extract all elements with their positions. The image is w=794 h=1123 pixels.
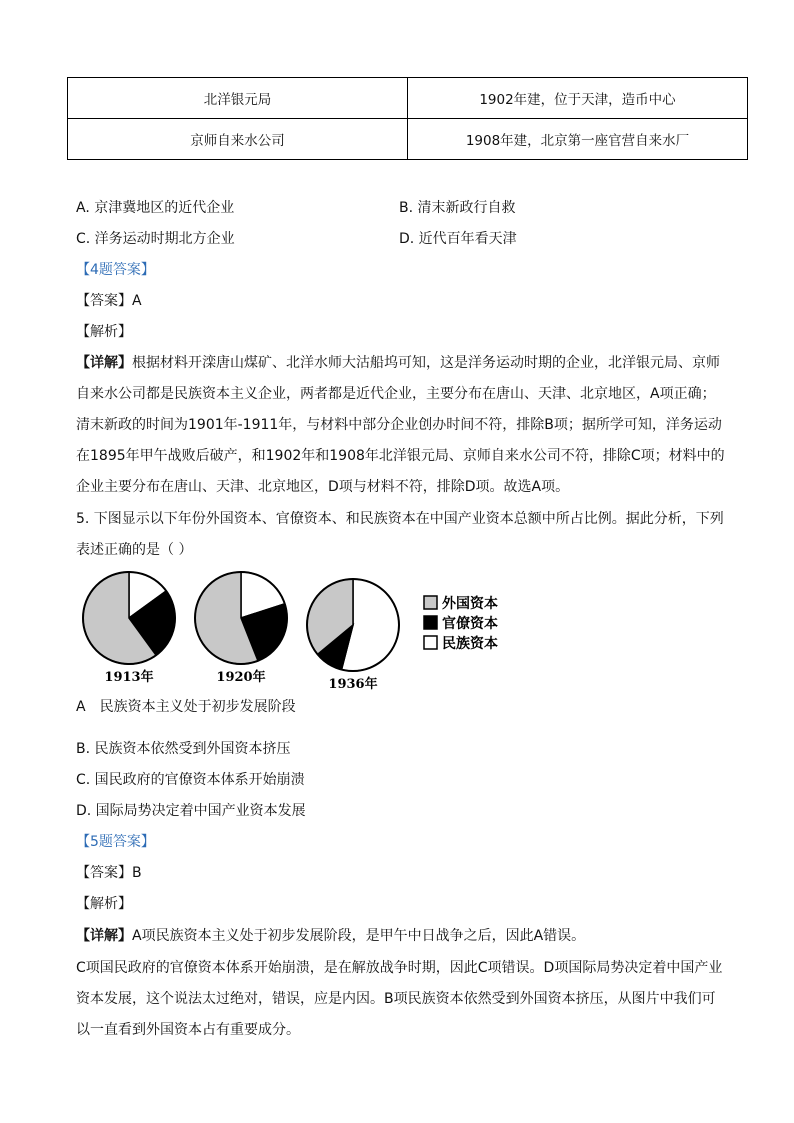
legend-label: 外国资本 <box>442 596 498 612</box>
pie-year-label: 1936年 <box>328 677 378 690</box>
pie-year-label: 1913年 <box>104 670 154 685</box>
table-row <box>68 119 748 160</box>
q5-detail-tag: 【详解】 <box>76 928 132 944</box>
q5-stem: 5. 下图显示以下年份外国资本、官僚资本、和民族资本在中国产业资本总额中所占比例。据此分析，下列表述正确的是（ ） <box>76 511 724 558</box>
q5-option-b: B. 民族资本依然受到外国资本挤压 <box>76 741 291 757</box>
q4-analysis-label: 【解析】 <box>76 324 132 340</box>
table-cell: 北洋银元局 <box>68 78 408 119</box>
capital-pie-chart <box>76 570 526 690</box>
q5-answer-header: 【5题答案】 <box>76 834 155 850</box>
q5-answer: 【答案】B <box>76 865 142 881</box>
table-cell: 1902年建，位于天津，造币中心 <box>408 78 748 119</box>
q5-detail-line-1 <box>76 926 585 946</box>
q5-option-c: C. 国民政府的官僚资本体系开始崩溃 <box>76 772 305 788</box>
legend-label: 官僚资本 <box>442 616 498 632</box>
q4-detail-tag: 【详解】 <box>76 355 132 371</box>
q5-detail-text-2: C项国民政府的官僚资本体系开始崩溃，是在解放战争时期，因此C项错误。D项国际局势决定着中国产业资本发展，这个说法太过绝对，错误，应是内因。B项民族资本依然受到外国资本挤压，从图片中我们可以一直看到外国资本占有重要成分。 <box>76 960 723 1038</box>
table-cell: 京师自来水公司 <box>68 119 408 160</box>
q4-option-a: A. 京津冀地区的近代企业 <box>76 200 235 216</box>
q5-detail-text-1: A项民族资本主义处于初步发展阶段，是甲午中日战争之后，因此A错误。 <box>132 928 586 944</box>
q5-analysis-label: 【解析】 <box>76 896 132 912</box>
legend-swatch <box>424 596 437 609</box>
legend-swatch <box>424 636 437 649</box>
q5-option-d: D. 国际局势决定着中国产业资本发展 <box>76 803 306 819</box>
enterprise-table <box>67 77 748 160</box>
q4-answer: 【答案】A <box>76 293 142 309</box>
q4-answer-header: 【4题答案】 <box>76 262 155 278</box>
q4-detail-text: 根据材料开滦唐山煤矿、北洋水师大沽船坞可知，这是洋务运动时期的企业，北洋银元局、京师自来水公司都是民族资本主义企业，两者都是近代企业，主要分布在唐山、天津、北京地区，A项正确；清末新政的时间为1901年-1911年，与材料中部分企业创办时间不符，排除B项；据所学可知，洋务运动在1895年甲午战败后破产，和1902年和1908年北洋银元局、京师自来水公司不符，排除C项；材料中的企业主要分布在唐山、天津、北京地区，D项与材料不符，排除D项。故选A项。 <box>76 355 725 495</box>
pie-year-label: 1920年 <box>216 670 266 685</box>
legend-swatch <box>424 616 437 629</box>
q4-detail <box>76 348 726 503</box>
table-row <box>68 78 748 119</box>
q4-option-d: D. 近代百年看天津 <box>399 231 517 247</box>
legend-label: 民族资本 <box>442 636 498 652</box>
table-cell: 1908年建，北京第一座官营自来水厂 <box>408 119 748 160</box>
q4-option-c: C. 洋务运动时期北方企业 <box>76 231 235 247</box>
q5-option-a: A 民族资本主义处于初步发展阶段 <box>76 699 296 715</box>
q4-option-b: B. 清末新政行自救 <box>399 200 516 216</box>
